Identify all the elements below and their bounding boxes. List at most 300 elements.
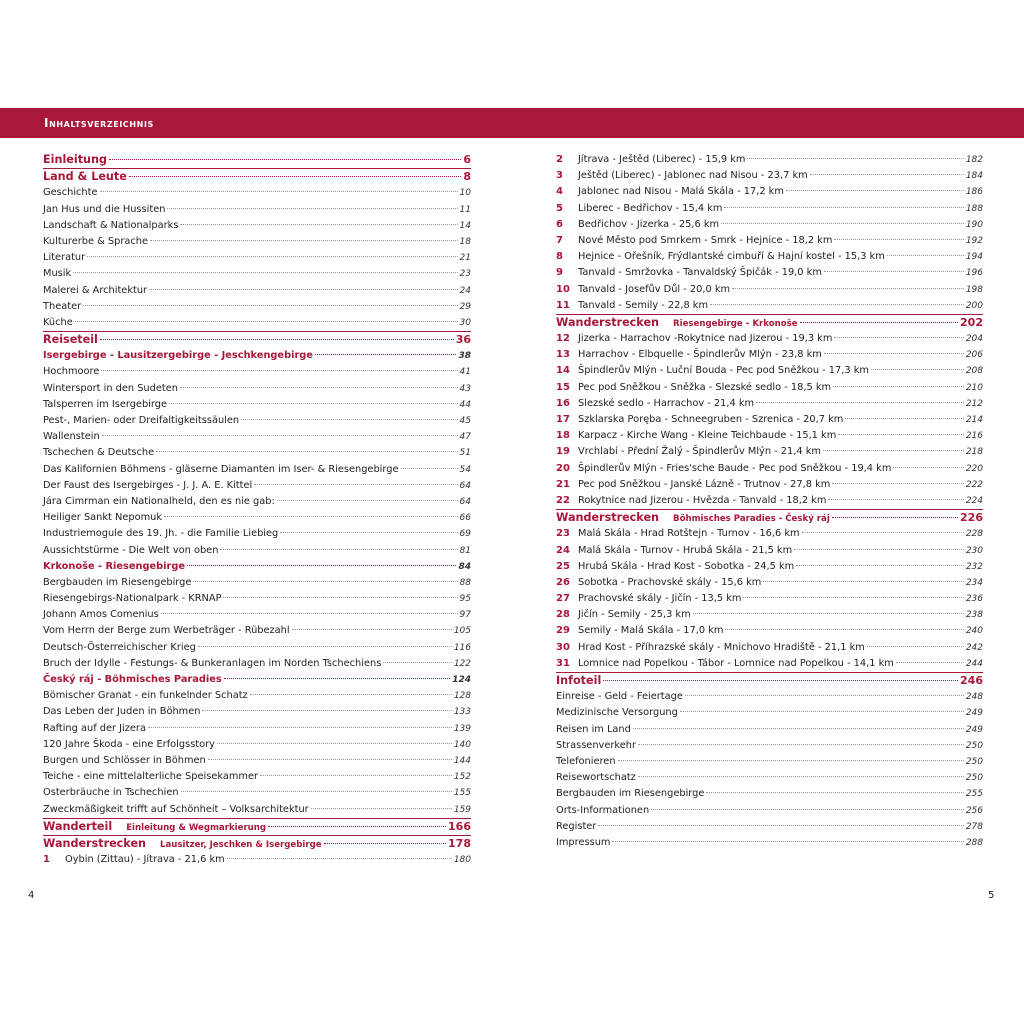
dot-leader bbox=[887, 255, 964, 256]
toc-entry-row[interactable] bbox=[556, 705, 983, 721]
toc-page-number: 29 bbox=[459, 301, 471, 312]
toc-entry-row[interactable] bbox=[43, 526, 471, 542]
toc-page-number: 240 bbox=[965, 626, 983, 637]
route-number: 2 bbox=[556, 154, 563, 165]
toc-entry-label: Hrad Kost - Příhrazské skály - Mnichovo Hradiště - 21,1 km bbox=[578, 641, 865, 653]
dot-leader bbox=[794, 549, 964, 550]
toc-entry-label: Jičín - Semily - 25,3 km bbox=[578, 609, 691, 621]
toc-page-number: 288 bbox=[965, 837, 983, 848]
toc-page-number: 242 bbox=[965, 642, 983, 653]
toc-entry-label: Einleitung bbox=[43, 153, 107, 166]
route-number: 13 bbox=[556, 349, 570, 361]
toc-page-number: 105 bbox=[453, 626, 471, 637]
toc-page-number: 43 bbox=[459, 383, 471, 394]
toc-page-number: 250 bbox=[965, 756, 983, 767]
toc-page-number: 216 bbox=[965, 431, 983, 442]
toc-page-number: 198 bbox=[965, 284, 983, 295]
toc-page-number: 24 bbox=[459, 285, 471, 296]
toc-entry-label: Malerei & Architektur bbox=[43, 284, 148, 296]
toc-page-number: 234 bbox=[965, 577, 983, 588]
toc-entry-row[interactable] bbox=[43, 510, 471, 526]
toc-entry-label: Riesengebirgs-Nationalpark - KRNAP bbox=[43, 593, 222, 605]
toc-entry-label: Jan Hus und die Hussiten bbox=[43, 203, 166, 215]
toc-page-number: 196 bbox=[965, 268, 983, 279]
dot-leader bbox=[680, 711, 964, 712]
toc-page-number: 212 bbox=[965, 398, 983, 409]
toc-entry-row[interactable] bbox=[43, 299, 471, 315]
toc-route-row[interactable] bbox=[556, 575, 983, 591]
toc-page-number: 69 bbox=[459, 529, 471, 540]
dot-leader bbox=[802, 532, 964, 533]
toc-entry-row[interactable] bbox=[43, 704, 471, 720]
toc-page-number: 188 bbox=[965, 203, 983, 214]
toc-entry-label: Küche bbox=[43, 316, 73, 328]
toc-page-number: 248 bbox=[965, 692, 983, 703]
dot-leader bbox=[164, 516, 458, 517]
toc-entry-row[interactable] bbox=[43, 364, 471, 380]
toc-entry-label: Špindlerův Mlýn - Luční Bouda - Pec pod Sněžkou - 17,3 km bbox=[578, 365, 869, 377]
dot-leader bbox=[102, 435, 458, 436]
toc-entry-label: Geschichte bbox=[43, 187, 98, 199]
toc-entry-row[interactable] bbox=[43, 575, 471, 591]
dot-leader bbox=[180, 224, 457, 225]
toc-entry-row[interactable] bbox=[43, 250, 471, 266]
toc-entry-label: Der Faust des Isergebirges - J. J. A. E. Kittel bbox=[43, 479, 253, 491]
dot-leader bbox=[651, 809, 964, 810]
toc-entry-row[interactable] bbox=[556, 786, 983, 802]
toc-page-number: 210 bbox=[965, 382, 983, 393]
toc-entry-label: Sobotka - Prachovské skály - 15,6 km bbox=[578, 576, 762, 588]
dot-leader bbox=[73, 272, 457, 273]
toc-entry-row[interactable] bbox=[43, 397, 471, 413]
toc-page-number: 14 bbox=[459, 220, 471, 231]
toc-entry-label: Bergbauden im Riesengebirge bbox=[556, 788, 705, 800]
route-number: 30 bbox=[556, 641, 570, 653]
toc-entry-row[interactable] bbox=[43, 266, 471, 282]
toc-route-row[interactable] bbox=[556, 152, 983, 168]
toc-entry-label: Aussichtstürme - Die Welt von oben bbox=[43, 544, 219, 556]
toc-entry-label: Jára Cimrman ein Nationalheld, den es nie gab: bbox=[43, 495, 275, 507]
toc-entry-row[interactable] bbox=[43, 721, 471, 737]
toc-entry-label: Impressum bbox=[556, 836, 611, 848]
toc-entry-label: Zweckmäßigkeit trifft auf Schönheit – Volksarchitektur bbox=[43, 803, 309, 815]
dot-leader bbox=[893, 467, 963, 468]
route-number: 23 bbox=[556, 528, 570, 540]
dot-leader bbox=[223, 597, 457, 598]
toc-entry-row[interactable] bbox=[43, 218, 471, 234]
toc-entry-label: Wanderstrecken bbox=[43, 836, 147, 850]
toc-page-number: 81 bbox=[459, 545, 471, 556]
toc-entry-label: Ještěd (Liberec) - Jablonec nad Nisou - 23,7 km bbox=[578, 170, 808, 182]
toc-entry-label: Orts-Informationen bbox=[556, 804, 650, 816]
dot-leader bbox=[743, 597, 963, 598]
dot-leader bbox=[193, 581, 457, 582]
toc-page-number: 54 bbox=[459, 464, 471, 475]
toc-entry-label: Wanderstrecken bbox=[556, 315, 660, 329]
dot-leader bbox=[220, 549, 457, 550]
dot-leader bbox=[181, 791, 452, 792]
toc-route-row[interactable] bbox=[556, 282, 983, 298]
toc-subsection-row[interactable] bbox=[43, 559, 471, 575]
toc-page-number: 18 bbox=[459, 236, 471, 247]
toc-entry-row[interactable] bbox=[43, 591, 471, 607]
toc-entry-row[interactable] bbox=[43, 737, 471, 753]
toc-entry-row[interactable] bbox=[43, 543, 471, 559]
toc-page-number: 194 bbox=[965, 252, 983, 263]
toc-page-number: 64 bbox=[459, 480, 471, 491]
toc-entry-label: Jítrava - Ještěd (Liberec) - 15,9 km bbox=[578, 154, 746, 165]
toc-page-number: 21 bbox=[459, 253, 471, 264]
toc-entry-label: Heiliger Sankt Nepomuk bbox=[43, 512, 163, 524]
toc-entry-label: Strassenverkehr bbox=[556, 739, 636, 751]
dot-leader bbox=[315, 354, 457, 355]
dot-leader bbox=[324, 843, 446, 844]
dot-leader bbox=[101, 370, 457, 371]
dot-leader bbox=[148, 727, 452, 728]
toc-entry-row[interactable] bbox=[556, 754, 983, 770]
toc-page-number: 250 bbox=[965, 740, 983, 751]
toc-entry-row[interactable] bbox=[43, 769, 471, 785]
route-number: 15 bbox=[556, 381, 570, 393]
toc-entry-row[interactable] bbox=[43, 462, 471, 478]
dot-leader bbox=[721, 223, 964, 224]
toc-entry-row[interactable] bbox=[556, 835, 983, 851]
route-number: 29 bbox=[556, 625, 570, 637]
toc-page-number: 128 bbox=[453, 691, 471, 702]
toc-entry-row[interactable] bbox=[556, 738, 983, 754]
toc-route-row[interactable] bbox=[556, 640, 983, 656]
toc-page-number: 246 bbox=[960, 674, 983, 687]
route-number: 20 bbox=[556, 462, 570, 474]
toc-entry-row[interactable] bbox=[43, 445, 471, 461]
route-number: 27 bbox=[556, 593, 570, 605]
toc-entry-label: Tanvald - Semily - 22,8 km bbox=[578, 299, 709, 311]
dot-leader bbox=[832, 517, 958, 518]
toc-entry-label: Teiche - eine mittelalterliche Speisekammer bbox=[43, 771, 259, 783]
dot-leader bbox=[383, 662, 452, 663]
toc-entry-label: Literatur bbox=[43, 252, 86, 264]
toc-page-number: 166 bbox=[448, 819, 471, 833]
toc-section-row[interactable] bbox=[43, 835, 471, 852]
toc-entry-row[interactable] bbox=[43, 623, 471, 639]
toc-page-number: 232 bbox=[965, 561, 983, 572]
dot-leader bbox=[167, 208, 457, 209]
dot-leader bbox=[83, 305, 457, 306]
toc-page-number: 220 bbox=[965, 463, 983, 474]
toc-route-row[interactable] bbox=[556, 380, 983, 396]
toc-entry-label: 120 Jahre Škoda - eine Erfolgsstory bbox=[43, 738, 215, 750]
dot-leader bbox=[187, 565, 456, 566]
toc-entry-row[interactable] bbox=[43, 283, 471, 299]
route-number: 18 bbox=[556, 430, 570, 442]
toc-route-row[interactable] bbox=[556, 428, 983, 444]
toc-page-number: 190 bbox=[965, 219, 983, 230]
dot-leader bbox=[292, 629, 452, 630]
route-number: 3 bbox=[556, 170, 563, 182]
toc-entry-label: Isergebirge - Lausitzergebirge - Jeschkengebirge bbox=[43, 350, 313, 362]
toc-entry-row[interactable] bbox=[43, 785, 471, 801]
route-number: 4 bbox=[556, 186, 563, 198]
toc-page-number: 228 bbox=[965, 529, 983, 540]
dot-leader bbox=[87, 256, 457, 257]
toc-right-column bbox=[556, 152, 983, 851]
toc-entry-row[interactable] bbox=[43, 315, 471, 331]
toc-left-column bbox=[43, 152, 471, 868]
dot-leader bbox=[100, 339, 454, 340]
dot-leader bbox=[156, 451, 457, 452]
toc-entry-row[interactable] bbox=[556, 689, 983, 705]
toc-page-number: 36 bbox=[455, 333, 471, 347]
dot-leader bbox=[706, 792, 963, 793]
dot-leader bbox=[838, 434, 964, 435]
toc-entry-label: Vom Herrn der Berge zum Werbeträger - Rübezahl bbox=[43, 625, 290, 637]
dot-leader bbox=[896, 662, 964, 663]
page-number-right: 5 bbox=[988, 890, 995, 901]
route-number: 24 bbox=[556, 544, 570, 556]
toc-page-number: 206 bbox=[965, 350, 983, 361]
toc-entry-label: Hochmoore bbox=[43, 366, 100, 378]
toc-entry-label: Nové Město pod Smrkem - Smrk - Hejnice - 18,2 km bbox=[578, 234, 833, 246]
toc-entry-row[interactable] bbox=[43, 656, 471, 672]
dot-leader bbox=[833, 386, 964, 387]
toc-route-row[interactable] bbox=[556, 363, 983, 379]
toc-route-row[interactable] bbox=[556, 347, 983, 363]
route-number: 8 bbox=[556, 251, 563, 263]
toc-route-row[interactable] bbox=[556, 298, 983, 314]
toc-entry-label: Reisen im Land bbox=[556, 723, 631, 735]
toc-entry-label: Tschechen & Deutsche bbox=[43, 447, 155, 459]
toc-route-row[interactable] bbox=[556, 591, 983, 607]
toc-route-row[interactable] bbox=[556, 265, 983, 281]
dot-leader bbox=[401, 468, 458, 469]
toc-entry-label: Das Kalifornien Böhmens - gläserne Diamanten im Iser- & Riesengebirge bbox=[43, 463, 399, 475]
toc-subsection-row[interactable] bbox=[43, 672, 471, 688]
toc-entry-label: Deutsch-Österreichischer Krieg bbox=[43, 641, 196, 653]
route-number: 7 bbox=[556, 234, 563, 246]
toc-page-number: 236 bbox=[965, 594, 983, 605]
toc-route-row[interactable] bbox=[556, 444, 983, 460]
dot-leader bbox=[725, 629, 963, 630]
toc-route-row[interactable] bbox=[556, 461, 983, 477]
toc-page-number: 178 bbox=[448, 836, 471, 850]
page-title: Inhaltsverzeichnis bbox=[44, 116, 154, 130]
dot-leader bbox=[638, 776, 964, 777]
route-number: 12 bbox=[556, 333, 570, 345]
toc-entry-label: Industriemogule des 19. Jh. - die Familie Liebieg bbox=[43, 528, 279, 540]
toc-section-row[interactable] bbox=[556, 314, 983, 331]
toc-page-number: 44 bbox=[459, 399, 471, 410]
toc-entry-label: Pest-, Marien- oder Dreifaltigkeitssäulen bbox=[43, 415, 240, 426]
toc-entry-label: Český ráj - Böhmisches Paradies bbox=[43, 674, 222, 685]
toc-route-row[interactable] bbox=[556, 559, 983, 575]
toc-page-number: 200 bbox=[965, 300, 983, 311]
toc-subsection-row[interactable] bbox=[43, 348, 471, 364]
toc-page-number: 45 bbox=[459, 416, 471, 426]
dot-leader bbox=[598, 825, 963, 826]
toc-page-number: 226 bbox=[960, 511, 983, 525]
toc-route-row[interactable] bbox=[556, 168, 983, 184]
toc-route-row[interactable] bbox=[556, 607, 983, 623]
toc-entry-row[interactable] bbox=[43, 688, 471, 704]
route-number: 22 bbox=[556, 494, 570, 506]
toc-route-row[interactable] bbox=[556, 477, 983, 493]
toc-entry-label: Tanvald - Josefův Důl - 20,0 km bbox=[578, 283, 731, 295]
toc-section-row[interactable] bbox=[43, 168, 471, 185]
toc-page-number: 10 bbox=[459, 188, 471, 199]
toc-entry-row[interactable] bbox=[43, 413, 471, 429]
toc-page-number: 124 bbox=[452, 675, 471, 685]
toc-section-row[interactable] bbox=[556, 672, 983, 689]
toc-page-number: 222 bbox=[965, 479, 983, 490]
toc-entry-label: Malá Skála - Turnov - Hrubá Skála - 21,5 km bbox=[578, 544, 793, 556]
toc-entry-row[interactable] bbox=[556, 819, 983, 835]
toc-entry-label: Bömischer Granat - ein funkelnder Schatz bbox=[43, 690, 248, 702]
toc-entry-row[interactable] bbox=[43, 753, 471, 769]
toc-entry-sublabel: Einleitung & Wegmarkierung bbox=[126, 822, 267, 833]
page-number-left: 4 bbox=[28, 890, 35, 901]
dot-leader bbox=[150, 240, 458, 241]
toc-entry-label: Pec pod Sněžkou - Janské Lázně - Trutnov - 27,8 km bbox=[578, 478, 831, 490]
toc-page-number: 182 bbox=[965, 155, 983, 165]
toc-route-row[interactable] bbox=[556, 331, 983, 347]
toc-entry-label: Infoteil bbox=[556, 674, 602, 687]
toc-page-number: 278 bbox=[965, 821, 983, 832]
dot-leader bbox=[129, 176, 462, 177]
dot-leader bbox=[202, 710, 451, 711]
toc-page-number: 23 bbox=[459, 269, 471, 280]
toc-route-row[interactable] bbox=[556, 249, 983, 265]
toc-route-row[interactable] bbox=[556, 493, 983, 509]
toc-entry-row[interactable] bbox=[43, 234, 471, 250]
toc-page-number: 255 bbox=[965, 789, 983, 800]
route-number: 14 bbox=[556, 365, 570, 377]
toc-route-row[interactable] bbox=[556, 217, 983, 233]
toc-page-number: 180 bbox=[453, 855, 471, 866]
dot-leader bbox=[845, 418, 964, 419]
toc-page-number: 122 bbox=[453, 658, 471, 669]
toc-entry-row[interactable] bbox=[43, 202, 471, 218]
toc-entry-sublabel: Riesengebirge - Krkonoše bbox=[673, 318, 798, 329]
toc-entry-label: Talsperren im Isergebirge bbox=[43, 398, 168, 410]
toc-entry-label: Pec pod Sněžkou - Sněžka - Slezské sedlo - 18,5 km bbox=[578, 381, 832, 393]
toc-page-number: 204 bbox=[965, 334, 983, 345]
toc-entry-row[interactable] bbox=[556, 770, 983, 786]
toc-page-number: 192 bbox=[965, 235, 983, 246]
toc-page-number: 230 bbox=[965, 545, 983, 556]
dot-leader bbox=[280, 532, 457, 533]
toc-entry-label: Hrubá Skála - Hrad Kost - Sobotka - 24,5 km bbox=[578, 560, 795, 572]
toc-entry-label: Reiseteil bbox=[43, 333, 98, 347]
toc-route-row[interactable] bbox=[556, 656, 983, 672]
dot-leader bbox=[693, 613, 964, 614]
dot-leader bbox=[828, 499, 963, 500]
toc-page-number: 208 bbox=[965, 366, 983, 377]
toc-entry-sublabel: Lausitzer, Jeschken & Isergebirge bbox=[160, 839, 322, 850]
dot-leader bbox=[763, 581, 964, 582]
toc-entry-label: Medizinische Versorgung bbox=[556, 707, 678, 719]
dot-leader bbox=[311, 808, 452, 809]
toc-entry-label: Liberec - Bedřichov - 15,4 km bbox=[578, 202, 723, 214]
dot-leader bbox=[732, 288, 964, 289]
toc-section-row[interactable] bbox=[43, 152, 471, 168]
toc-page-number: 8 bbox=[463, 170, 471, 184]
dot-leader bbox=[834, 337, 963, 338]
toc-page-number: 66 bbox=[459, 513, 471, 524]
dot-leader bbox=[800, 322, 958, 323]
toc-entry-label: Oybin (Zittau) - Jítrava - 21,6 km bbox=[65, 854, 225, 866]
route-number: 1 bbox=[43, 854, 50, 866]
toc-route-row[interactable] bbox=[556, 184, 983, 200]
toc-entry-label: Wanderstrecken bbox=[556, 511, 660, 525]
dot-leader bbox=[198, 646, 452, 647]
toc-section-row[interactable] bbox=[43, 331, 471, 348]
toc-page-number: 97 bbox=[459, 610, 471, 621]
dot-leader bbox=[268, 826, 446, 827]
toc-entry-row[interactable] bbox=[556, 722, 983, 738]
dot-leader bbox=[867, 646, 964, 647]
toc-page-number: 159 bbox=[453, 804, 471, 815]
toc-section-row[interactable] bbox=[43, 818, 471, 835]
dot-leader bbox=[710, 304, 964, 305]
dot-leader bbox=[224, 678, 450, 679]
toc-entry-row[interactable] bbox=[43, 381, 471, 397]
toc-route-row[interactable] bbox=[43, 852, 471, 868]
toc-page-number: 84 bbox=[458, 561, 471, 572]
toc-entry-row[interactable] bbox=[43, 494, 471, 510]
route-number: 9 bbox=[556, 267, 563, 279]
toc-route-row[interactable] bbox=[556, 526, 983, 542]
toc-section-row[interactable] bbox=[556, 509, 983, 526]
toc-route-row[interactable] bbox=[556, 543, 983, 559]
toc-page-number: 249 bbox=[965, 708, 983, 719]
dot-leader bbox=[724, 207, 963, 208]
toc-page-number: 139 bbox=[453, 723, 471, 734]
toc-route-row[interactable] bbox=[556, 233, 983, 249]
toc-route-row[interactable] bbox=[556, 201, 983, 217]
route-number: 6 bbox=[556, 218, 563, 230]
toc-entry-row[interactable] bbox=[43, 429, 471, 445]
toc-entry-label: Reisewortschatz bbox=[556, 772, 636, 784]
toc-entry-row[interactable] bbox=[43, 607, 471, 623]
toc-page-number: 95 bbox=[459, 594, 471, 605]
toc-entry-label: Johann Amos Comenius bbox=[43, 609, 159, 621]
toc-entry-row[interactable] bbox=[43, 185, 471, 201]
toc-route-row[interactable] bbox=[556, 623, 983, 639]
route-number: 17 bbox=[556, 414, 570, 425]
toc-page-number: 6 bbox=[463, 153, 471, 166]
route-number: 31 bbox=[556, 657, 570, 669]
dot-leader bbox=[823, 450, 964, 451]
toc-page-number: 140 bbox=[453, 739, 471, 750]
toc-entry-row[interactable] bbox=[43, 802, 471, 818]
toc-entry-row[interactable] bbox=[556, 803, 983, 819]
dot-leader bbox=[260, 775, 452, 776]
toc-entry-row[interactable] bbox=[43, 478, 471, 494]
toc-page-number: 184 bbox=[965, 171, 983, 182]
dot-leader bbox=[756, 402, 964, 403]
toc-entry-row[interactable] bbox=[43, 640, 471, 656]
toc-entry-label: Slezské sedlo - Harrachov - 21,4 km bbox=[578, 397, 755, 409]
dot-leader bbox=[161, 613, 458, 614]
toc-page-number: 256 bbox=[965, 805, 983, 816]
toc-entry-label: Malá Skála - Hrad Rotštejn - Turnov - 16,6 km bbox=[578, 528, 800, 540]
toc-route-row[interactable] bbox=[556, 412, 983, 428]
toc-page-number: 186 bbox=[965, 187, 983, 198]
toc-route-row[interactable] bbox=[556, 396, 983, 412]
toc-entry-label: Rokytnice nad Jizerou - Hvězda - Tanvald - 18,2 km bbox=[578, 494, 827, 506]
dot-leader bbox=[180, 387, 458, 388]
dot-leader bbox=[250, 694, 452, 695]
